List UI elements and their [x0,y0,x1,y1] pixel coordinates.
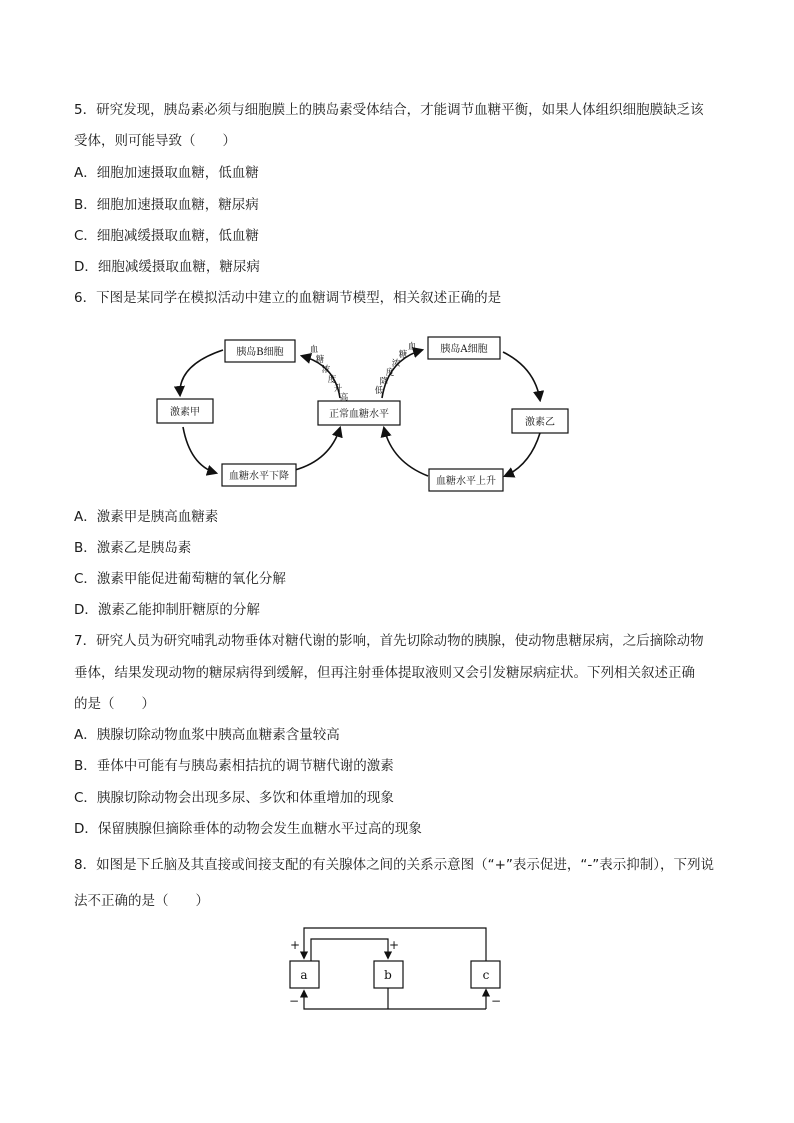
q5-option-c: C．细胞减缓摄取血糖，低血糖 [74,228,259,244]
q7-option-d: D．保留胰腺但摘除垂体的动物会发生血糖水平过高的现象 [74,821,422,837]
arrow-increase-to-normal [384,428,428,476]
label-a: a [300,968,308,982]
fall-char-2: 糖 [398,350,408,360]
label-hormone-jia: 激素甲 [170,407,200,418]
q5-option-a: A．细胞加速摄取血糖，低血糖 [74,165,259,181]
label-hormone-yi: 激素乙 [525,417,555,428]
q8-stem-line1: 8．如图是下丘脑及其直接或间接支配的有关腺体之间的关系示意图（“+”表示促进，“-”表示抑制），下列说 [74,857,714,873]
minus-sign-a: − [288,994,300,1008]
rise-char-3: 浓 [321,365,331,375]
arrow-b-to-jia [180,350,223,395]
label-islet-b: 胰岛B细胞 [236,347,284,358]
q7-stem-line3: 的是（ ） [74,696,155,712]
q7-option-b: B．垂体中可能有与胰岛素相拮抗的调节糖代谢的激素 [74,758,394,774]
line-bottom-to-a [304,991,486,1009]
arrow-decrease-to-normal [295,428,340,470]
arrow-a-to-yi [503,352,540,400]
plus-sign-b: + [388,938,400,952]
label-islet-a: 胰岛A细胞 [440,344,488,355]
q5-option-d: D．细胞减缓摄取血糖，糖尿病 [74,259,260,275]
plus-sign-a: + [289,938,301,952]
label-increase: 血糖水平上升 [436,476,496,487]
q7-stem-line2: 垂体，结果发现动物的糖尿病得到缓解，但再注射垂体提取液则又会引发糖尿病症状。下列相关叙述正确 [74,665,695,681]
q7-option-a: A．胰腺切除动物血浆中胰高血糖素含量较高 [74,727,340,743]
minus-sign-c: − [490,994,502,1008]
rise-char-2: 糖 [315,355,325,365]
q7-stem-line1: 7．研究人员为研究哺乳动物垂体对糖代谢的影响，首先切除动物的胰腺，使动物患糖尿病，之后摘除动物 [74,633,704,649]
line-a-to-b-top [311,939,388,961]
q5-stem-line2: 受体，则可能导致（ ） [74,133,236,149]
q5-stem-line1: 5．研究发现，胰岛素必须与细胞膜上的胰岛素受体结合，才能调节血糖平衡，如果人体组织细胞膜缺乏该 [74,102,704,118]
fall-char-5: 降 [379,377,389,387]
q8-stem-line2: 法不正确的是（ ） [74,893,209,909]
rise-char-6: 高 [339,393,349,403]
rise-char-4: 度 [327,375,337,385]
fall-char-6: 低 [374,386,384,396]
label-normal: 正常血糖水平 [329,409,389,420]
q7-option-c: C．胰腺切除动物会出现多尿、多饮和体重增加的现象 [74,790,394,806]
arrow-yi-to-increase [505,433,540,476]
fall-char-3: 浓 [391,359,401,369]
q5-option-b: B．细胞加速摄取血糖，糖尿病 [74,197,259,213]
rise-char-1: 血 [309,345,319,355]
q6-option-a: A．激素甲是胰高血糖素 [74,509,219,525]
q6-stem: 6．下图是某同学在模拟活动中建立的血糖调节模型，相关叙述正确的是 [74,290,502,306]
label-c: c [482,968,490,982]
q6-option-b: B．激素乙是胰岛素 [74,540,192,556]
q6-option-c: C．激素甲能促进葡萄糖的氧化分解 [74,571,286,587]
fall-char-1: 血 [407,342,417,352]
label-b: b [384,968,392,982]
arrow-jia-to-decrease [183,427,216,473]
rise-char-5: 升 [333,384,343,394]
q6-option-d: D．激素乙能抑制肝糖原的分解 [74,602,260,618]
fall-char-4: 度 [385,368,395,378]
label-decrease: 血糖水平下降 [229,471,289,482]
